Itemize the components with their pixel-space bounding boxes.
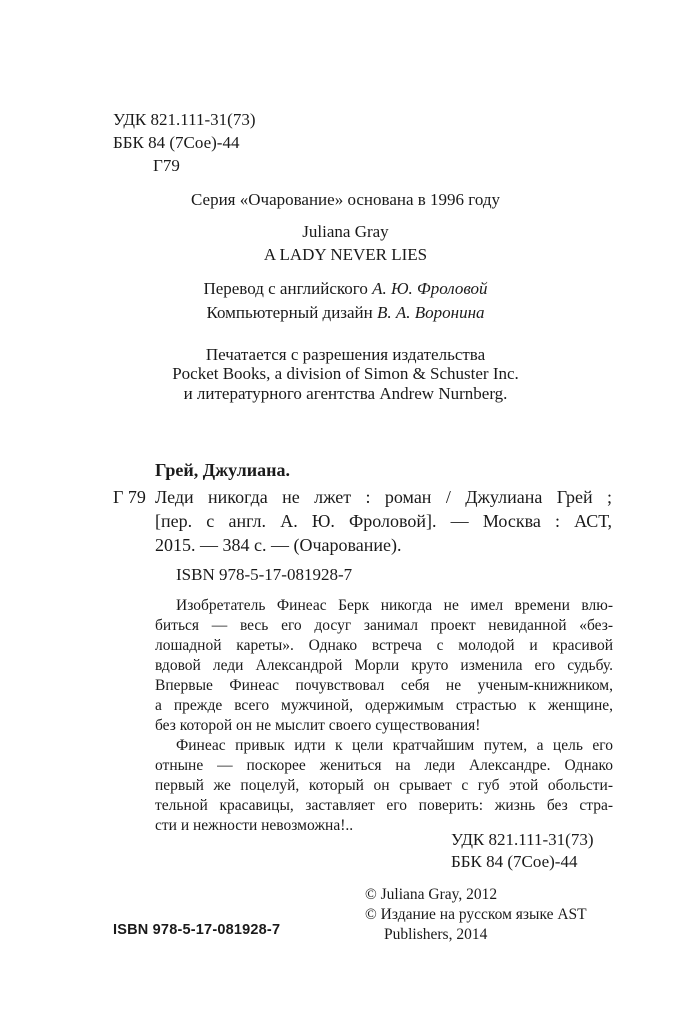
catalog-line-2: [пер. с англ. А. Ю. Фроловой]. — Москва : АСТ, — [155, 511, 612, 531]
original-author: Juliana Gray — [302, 222, 389, 241]
catalog-line-3: 2015. — 384 с. — (Очарование). — [155, 535, 402, 555]
author-mark-top: Г79 — [153, 156, 180, 175]
translation-line — [0, 279, 691, 299]
udk-bottom: УДК 821.111-31(73) — [451, 830, 594, 849]
design-prefix: Компьютерный дизайн — [206, 303, 373, 322]
udk-top: УДК 821.111-31(73) — [113, 110, 256, 129]
designer-name: В. А. Воронина — [377, 303, 485, 322]
copyright-line-3: Publishers, 2014 — [384, 926, 488, 943]
original-title: A LADY NEVER LIES — [263, 245, 428, 264]
design-line — [0, 303, 691, 323]
translation-prefix: Перевод с английского — [203, 279, 368, 298]
annotation-line-10: первый же поцелуй, который он срывает с губ этой обольсти- — [155, 777, 613, 794]
catalog-mark: Г 79 — [113, 487, 146, 507]
permission-line-3: и литературного агентства Andrew Nurnberg. — [183, 384, 508, 403]
copyright-line-2: © Издание на русском языке AST — [365, 906, 587, 923]
annotation-line-3: лошадной кареты». Однако встреча с молодой и красивой — [155, 637, 613, 654]
annotation-line-8: Финеас привык идти к цели кратчайшим путем, а цель его — [176, 737, 613, 754]
series-line: Серия «Очарование» основана в 1996 году — [190, 190, 500, 209]
permission-line-2: Pocket Books, a division of Simon & Schuster Inc. — [172, 364, 519, 383]
bbk-top: ББК 84 (7Сое)-44 — [113, 133, 240, 152]
copyright-line-1: © Juliana Gray, 2012 — [365, 886, 498, 903]
isbn-bottom: ISBN 978-5-17-081928-7 — [113, 922, 281, 938]
annotation-line-9: отныне — поскорее жениться на леди Александре. Однако — [155, 757, 613, 774]
annotation-line-1: Изобретатель Финеас Берк никогда не имел времени влю- — [176, 597, 613, 614]
annotation-line-12: сти и нежности невозможна!.. — [155, 817, 354, 834]
permission-line-1: Печатается с разрешения издательства — [205, 345, 486, 364]
bbk-bottom: ББК 84 (7Сое)-44 — [451, 852, 578, 871]
catalog-heading: Грей, Джулиана. — [155, 460, 291, 480]
annotation-line-11: тельной красавицы, заставляет его поверить: жизнь без стра- — [155, 797, 613, 814]
catalog-isbn: ISBN 978-5-17-081928-7 — [176, 565, 353, 584]
annotation-line-2: биться — весь его досуг занимал проект невиданной «без- — [155, 617, 613, 634]
annotation-line-5: Впервые Финеас почувствовал себя не ученым-книжником, — [155, 677, 613, 694]
annotation-line-4: вдовой леди Александрой Морли круто изменила его судьбу. — [155, 657, 613, 674]
annotation-line-6: а прежде всего мужчиной, одержимым страстью к женщине, — [155, 697, 613, 714]
translator-name: А. Ю. Фроловой — [372, 279, 488, 298]
catalog-line-1: Леди никогда не лжет : роман / Джулиана Грей ; — [155, 487, 612, 507]
annotation-line-7: без которой он не мыслит своего существования! — [155, 717, 481, 734]
